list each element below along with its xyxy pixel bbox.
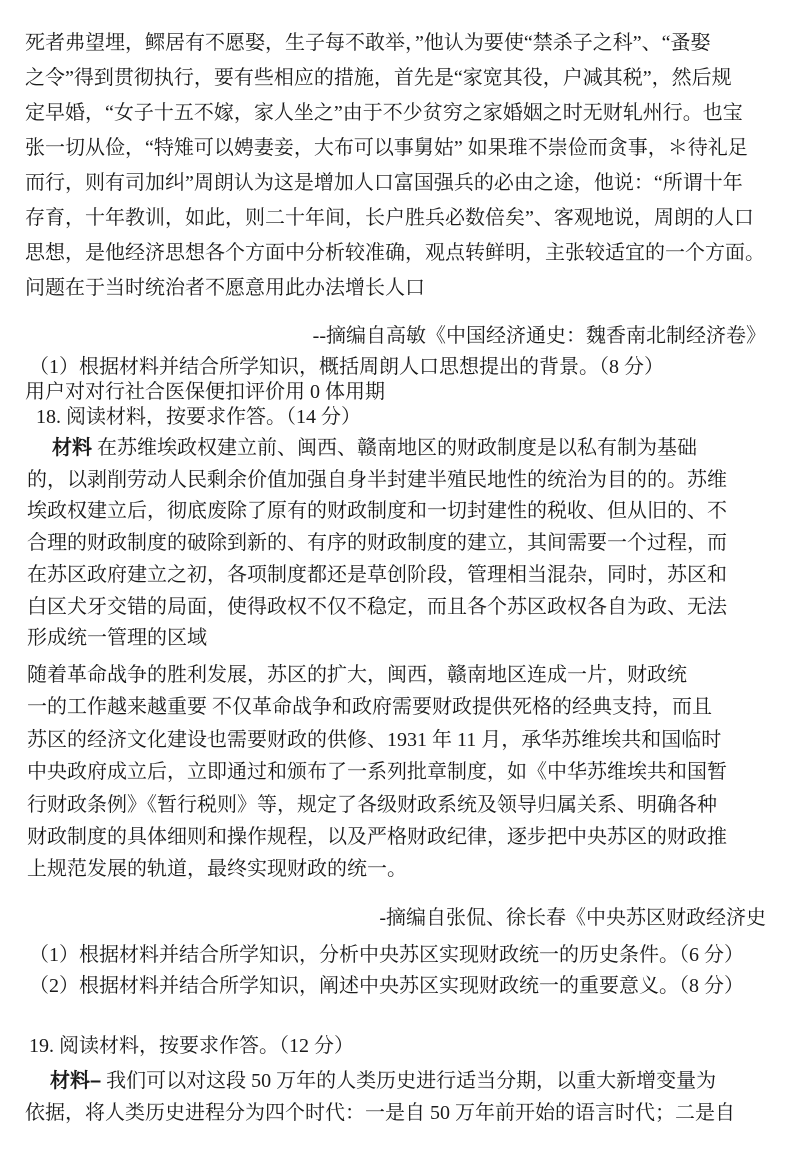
text-line: 财政制度的具体细则和操作规程，以及严格财政纪律，逐步把中央苏区的财政推 bbox=[27, 825, 727, 848]
q18-header: 18. 阅读材料，按要求作答。（14 分） bbox=[36, 406, 361, 428]
material-first-line-text: 在苏维埃政权建立前、闽西、赣南地区的财政制度是以私有制为基础 bbox=[92, 437, 697, 459]
text-line: 行财政条例》《暂行税则》等，规定了各级财政系统及领导归属关系、明确各种 bbox=[27, 793, 717, 816]
text-line: 苏区的经济文化建设也需要财政的供修、1931 年 11 月，承华苏维埃共和国临时 bbox=[27, 728, 722, 751]
q19-material-paragraph bbox=[25, 1065, 766, 1129]
text-line: 存育，十年教训，如此，则二十年间，长户胜兵必数倍矣”、客观地说，周朗的人口 bbox=[25, 207, 754, 229]
text-line: 形成统一管理的区域 bbox=[27, 627, 207, 650]
text-line: 依据，将人类历史进程分为四个时代：一是自 50 万年前开始的语言时代；二是自 bbox=[25, 1101, 735, 1124]
text-line: 合理的财政制度的破除到新的、有序的财政制度的建立，其间需要一个过程，而 bbox=[27, 532, 727, 555]
q18-attribution: -摘编自张侃、徐长春《中央苏区财政经济史 bbox=[379, 906, 766, 929]
material-first-line bbox=[25, 1065, 766, 1097]
q18-material-p1-lines bbox=[25, 465, 766, 655]
q18-material-p2-lines bbox=[25, 659, 766, 886]
q18-question-2: （2）根据材料并结合所学知识，阐述中央苏区实现财政统一的重要意义。（8 分） bbox=[29, 974, 744, 997]
text-line: 白区犬牙交错的局面，使得政权不仅不稳定，而且各个苏区政权各自为政、无法 bbox=[27, 595, 727, 618]
text-line: 随着革命战争的胜利发展，苏区的扩大，闽西，赣南地区连成一片，财政统 bbox=[27, 663, 687, 686]
text-line: 思想，是他经济思想各个方面中分析较准确，观点转鲜明，主张较适宜的一个方面。 bbox=[25, 242, 765, 264]
text-line: 在苏区政府建立之初，各项制度都还是草创阶段，管理相当混杂，同时，苏区和 bbox=[27, 563, 727, 586]
q19-header: 19. 阅读材料，按要求作答。（12 分） bbox=[29, 1034, 354, 1057]
text-line: 埃政权建立后，彻底废除了原有的财政制度和一切封建性的税收、但从旧的、不 bbox=[27, 500, 727, 523]
q17-question-1: （1）根据材料并结合所学知识，概括周朗人口思想提出的背景。（8 分） bbox=[29, 356, 664, 378]
text-line: 之令”得到贯彻执行，要有些相应的措施，首先是“家宽其役，户减其税”，然后规 bbox=[25, 67, 732, 89]
text-line: 一的工作越来越重要 不仅革命战争和政府需要财政提供死格的经典支持，而且 bbox=[27, 696, 712, 719]
q18-material-paragraph-2 bbox=[25, 659, 766, 886]
material-first-line bbox=[27, 433, 766, 465]
text-line: 上规范发展的轨道，最终实现财政的统一。 bbox=[27, 858, 407, 881]
text-line: 问题在于当时统治者不愿意用此办法增长人口 bbox=[25, 277, 425, 299]
text-line: 的，以剥削劳动人民剩余价值加强自身半封建半殖民地性的统治为目的的。苏维 bbox=[27, 468, 727, 491]
material-label: 材料 bbox=[52, 437, 92, 459]
text-line: 张一切从俭，“特雉可以娉妻妾，大布可以事舅姑” 如果琟不崇俭而贪事，＊待礼足 bbox=[25, 137, 748, 159]
text-line: 中央政府成立后，立即通过和颁布了一系列批章制度，如《中华苏维埃共和国暂 bbox=[27, 761, 727, 784]
q19-material-lines bbox=[25, 1097, 766, 1129]
q18-question-1: （1）根据材料并结合所学知识，分析中央苏区实现财政统一的历史条件。（6 分） bbox=[29, 943, 744, 966]
stray-text-line: 用户对对行社合医保便扣评价用 0 体用期 bbox=[25, 381, 385, 403]
q17-attribution: --摘编自高敏《中国经济通史：魏香南北制经济卷》 bbox=[312, 325, 766, 347]
text-line: 死者弗望埋，鳏居有不愿娶，生子每不敢举，”他认为要使“禁杀子之科”、“蚤娶 bbox=[25, 32, 711, 54]
text-line: 而行，则有司加纠”周朗认为这是增加人口富国强兵的必由之途，他说：“所谓十年 bbox=[25, 172, 743, 194]
material-first-line-text: 我们可以对这段 50 万年的人类历史进行适当分期，以重大新增变量为 bbox=[101, 1069, 717, 1092]
material-label: 材料– bbox=[50, 1069, 102, 1092]
text-line: 定早婚，“女子十五不嫁，家人坐之”由于不少贫穷之家婚姻之时无财轧州行。也宝 bbox=[25, 102, 743, 124]
q17-material-paragraph bbox=[25, 26, 766, 306]
q18-material-paragraph-1 bbox=[25, 433, 766, 655]
